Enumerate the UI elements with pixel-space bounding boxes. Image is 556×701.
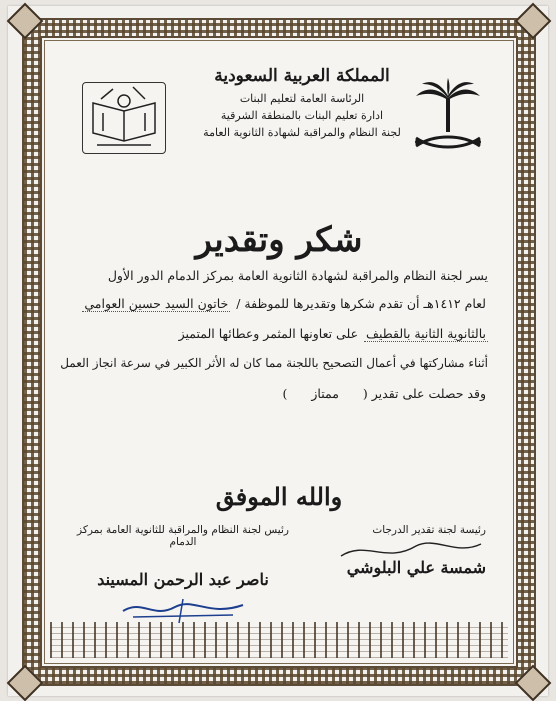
signature-block-left	[68, 524, 298, 631]
decorative-border	[22, 18, 536, 686]
body-line-3	[68, 326, 488, 341]
corner-ornament	[515, 3, 552, 40]
closing-phrase: والله الموفق	[215, 482, 343, 511]
body-line-1: يسر لجنة النظام والمراقبة لشهادة الثانوية العامة بمركز الدمام الدور الأول	[107, 268, 488, 283]
recipient-name: خاتون السيد حسين العوامي	[84, 296, 229, 311]
body-line-2	[68, 296, 488, 311]
bottom-decorative-band	[50, 622, 508, 658]
signatory-name-right: شمسة علي البلوشي	[346, 558, 486, 577]
body-line-3-suffix: على تعاونها المثمر وعطائها المتميز	[178, 326, 359, 341]
issuer-header	[152, 66, 452, 141]
issuer-line-1: الرئاسة العامة لتعليم البنات	[239, 92, 365, 105]
body-line-4: أثناء مشاركتها في أعمال التصحيح باللجنة مما كان له الأثر الكبير في سرعة انجاز العمل	[60, 356, 488, 370]
signatory-title-right: رئيسة لجنة تقدير الدرجات	[372, 524, 486, 536]
body-line-5	[68, 386, 488, 401]
certificate-content	[40, 36, 518, 668]
school-name: بالثانوية الثانية بالقطيف	[366, 326, 486, 341]
corner-ornament	[515, 665, 552, 701]
grade-value: ممتاز	[311, 386, 339, 401]
grade-prefix: وقد حصلت على تقدير (	[362, 386, 486, 401]
signatory-title-left: رئيس لجنة النظام والمراقبة للثانوية العامة بمركز الدمام	[77, 524, 289, 548]
certificate-title: شكر وتقدير	[195, 220, 363, 260]
corner-ornament	[7, 3, 44, 40]
corner-ornament	[7, 665, 44, 701]
issuer-line-2: ادارة تعليم البنات بالمنطقة الشرقية	[220, 109, 384, 122]
signature-scribble	[336, 536, 486, 566]
issuer-line-3: لجنة النظام والمراقبة لشهادة الثانوية العامة	[203, 126, 401, 139]
signature-block-right	[296, 524, 486, 577]
kingdom-name: المملكة العربية السعودية	[214, 66, 390, 86]
signatory-name-left: ناصر عبد الرحمن المسيند	[97, 570, 269, 589]
body-line-2-prefix: لعام ١٤١٢هـ أن تقدم شكرها وتقديرها للموظفة /	[236, 296, 486, 311]
grade-suffix: )	[282, 386, 288, 401]
certificate-sheet	[8, 6, 548, 696]
